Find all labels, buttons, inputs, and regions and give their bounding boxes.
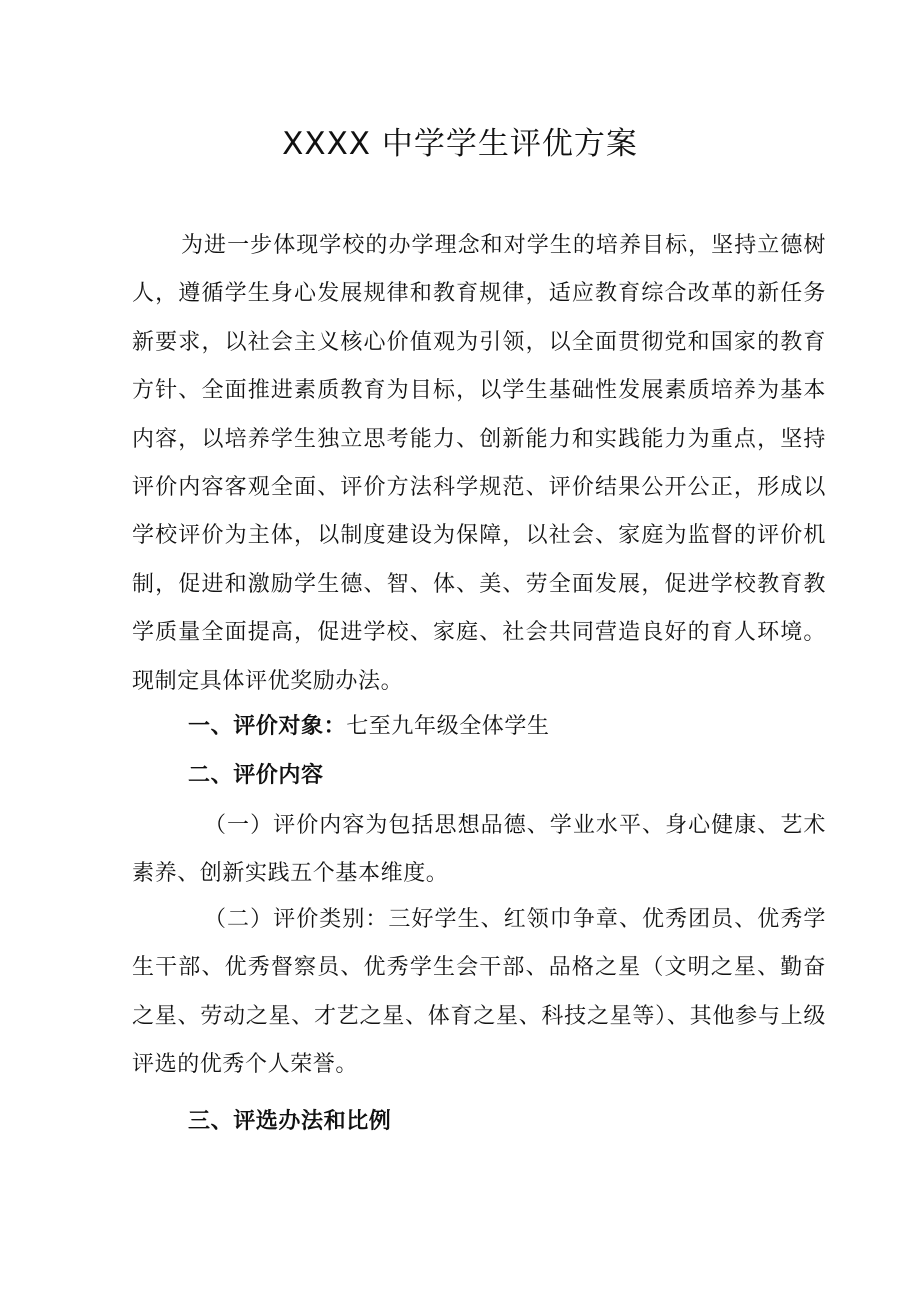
section-1-label: 一、评价对象：: [188, 714, 347, 739]
section-2-item-1: （一）评价内容为包括思想品德、学业水平、身心健康、艺术素养、创新实践五个基本维度。: [132, 813, 826, 887]
section-1-value: 七至九年级全体学生: [346, 714, 550, 739]
section-2-heading: [188, 756, 828, 796]
section-2-item-2: （二）评价类别：三好学生、红领巾争章、优秀团员、优秀学生干部、优秀督察员、优秀学生会干部、品格之星（文明之星、勤奋之星、劳动之星、才艺之星、体育之星、科技之星等）、其他参与上级评选的优秀个人荣誉。: [132, 907, 826, 1078]
document-title: XXXX 中学学生评优方案: [282, 126, 638, 162]
section-2-label: 二、评价内容: [188, 763, 324, 788]
intro-paragraph: 为进一步体现学校的办学理念和对学生的培养目标，坚持立德树人，遵循学生身心发展规律和教育规律，适应教育综合改革的新任务新要求，以社会主义核心价值观为引领，以全面贯彻党和国家的教育方针、全面推进素质教育为目标，以学生基础性发展素质培养为基本内容，以培养学生独立思考能力、创新能力和实践能力为重点，坚持评价内容客观全面、评价方法科学规范、评价结果公开公正，形成以学校评价为主体，以制度建设为保障，以社会、家庭为监督的评价机制，促进和激励学生德、智、体、美、劳全面发展，促进学校教育教学质量全面提高，促进学校、家庭、社会共同营造良好的育人环境。现制定具体评优奖励办法。: [132, 233, 826, 694]
section-1-heading: [188, 707, 828, 747]
section-3-heading: [188, 1102, 828, 1142]
section-3-label: 三、评选办法和比例: [188, 1109, 392, 1134]
